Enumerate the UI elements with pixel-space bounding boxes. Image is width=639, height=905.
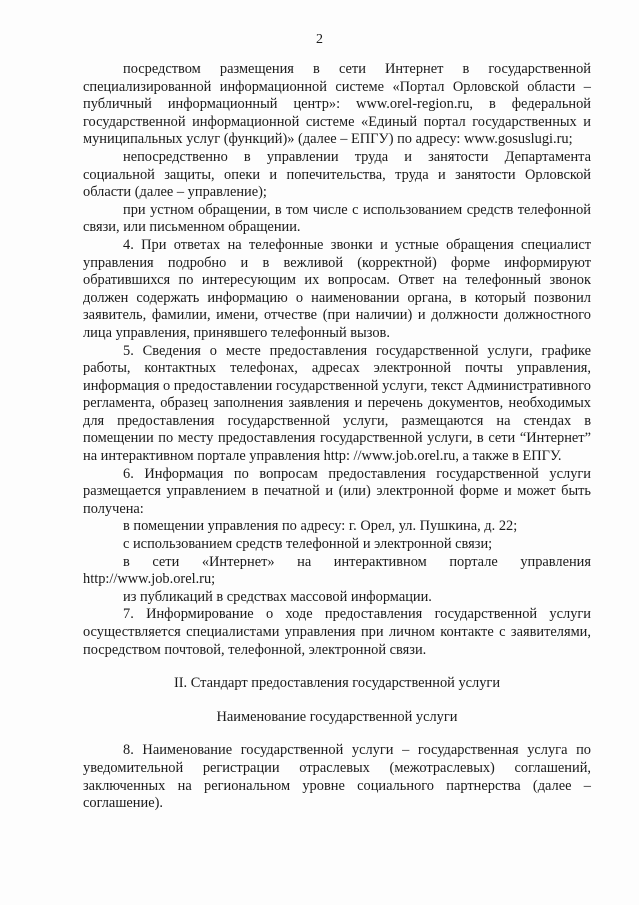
paragraph-direct-office: непосредственно в управлении труда и занятости Департамента социальной защиты, опеки и попечительства, труда и занятости Орловской области (далее – управление); [83, 148, 591, 201]
list-item-phone-email: с использованием средств телефонной и электронной связи; [123, 536, 493, 553]
list-item-mass-media: из публикаций в средствах массовой информации. [123, 588, 432, 605]
paragraph-5-service-info: 5. Сведения о месте предоставления государственной услуги, графике работы, контактных телефонах, адресах электронной почты управления, информация о предоставлении государственной услуги, текст Административного регламента, образец заполнения заявления и перечень документов, необходимых для предоставления государственной услуги, размещаются на стендах в помещении по месту предоставления государственной услуги, в сети “Интернет” на интерактивном портале управления http: //www.job.orel.ru, а также в ЕПГУ. [83, 342, 591, 465]
paragraph-7-progress-info: 7. Информирование о ходе предоставления государственной услуги осуществляется специалистами управления при личном контакте с заявителями, посредством почтовой, телефонной, электронной связи. [83, 606, 591, 658]
paragraph-internet-placement: посредством размещения в сети Интернет в государственной специализированной информационной системе «Портал Орловской области – публичный информационный центр»: www.orel-region.ru, в федеральной государственной информационной системе «Единый портал государственных и муниципальных услуг (функций)» (далее – ЕПГУ) по адресу: www.gosuslugi.ru; [83, 61, 591, 148]
subheading: Наименование государственной услуги [216, 708, 458, 725]
list-item-internet-portal: в сети «Интернет» на интерактивном портале управления http://www.job.orel.ru; [83, 553, 591, 588]
paragraph-oral-request: при устном обращении, в том числе с использованием средств телефонной связи, или письменном обращении. [83, 201, 591, 236]
page-number: 2 [316, 32, 323, 47]
list-item-office-address: в помещении управления по адресу: г. Орел, ул. Пушкина, д. 22; [123, 518, 518, 535]
section-heading: II. Стандарт предоставления государственной услуги [173, 675, 501, 692]
paragraph-4-phone-answers: 4. При ответах на телефонные звонки и устные обращения специалист управления подробно и в вежливой (корректной) форме информируют обратившихся по интересующим их вопросам. Ответ на телефонный звонок должен содержать информацию о наименовании органа, в который позвонил заявитель, фамилии, имени, отчестве (при наличии) и должности должностного лица управления, принявшего телефонный вызов. [83, 236, 591, 341]
document-body [83, 61, 591, 813]
paragraph-8-service-name: 8. Наименование государственной услуги – государственная услуга по уведомительной регистрации отраслевых (межотраслевых) соглашений, заключенных на региональном уровне социального партнерства (далее – соглашение). [83, 742, 591, 812]
paragraph-6-info-access: 6. Информация по вопросам предоставления государственной услуги размещается управлением в печатной и (или) электронной форме и может быть получена: [83, 465, 591, 517]
